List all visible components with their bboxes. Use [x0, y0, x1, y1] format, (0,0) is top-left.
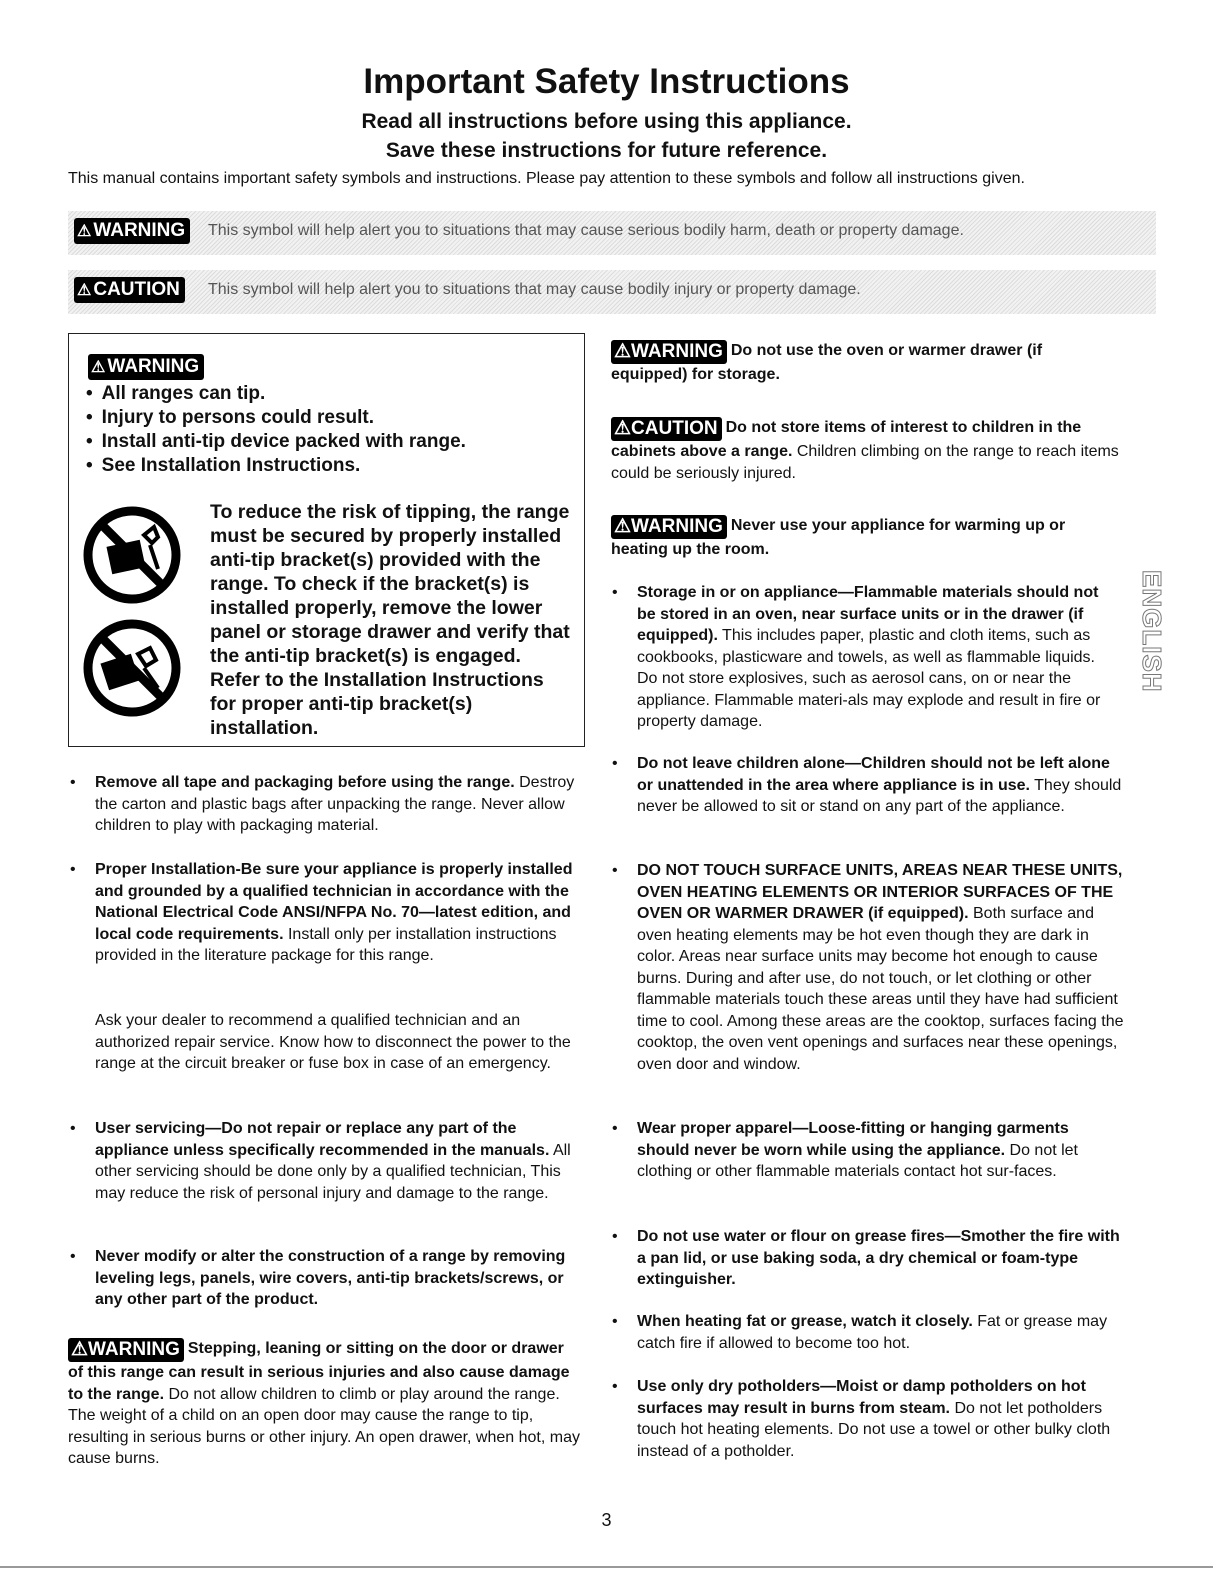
list-item: • Do not leave children alone—Children should not be left alone or unattended in the area where appliance is in use. They should never be allowed to sit or stand on any part of the appliance. — [612, 755, 1122, 815]
list-item: • When heating fat or grease, watch it closely. Fat or grease may catch fire if allowed to become too hot. — [612, 1313, 1108, 1352]
alert-triangle-icon: ⚠ — [614, 341, 632, 362]
cabinet-caution: ⚠CAUTION Do not store items of interest to children in the cabinets above a range. Children climbing on the range to reach items could be seriously injured. — [611, 418, 1119, 482]
anti-tip-instructions: To reduce the risk of tipping, the range must be secured by properly installed anti-tip bracket(s) provided with the range. To check if the bracket(s) is installed properly, remove the lower panel or storage drawer and verify that the anti-tip bracket(s) is engaged. Refer to the Installation Instructions for proper anti-tip bracket(s) installation. — [210, 501, 570, 739]
caution-symbol-text: This symbol will help alert you to situations that may cause bodily injury or property damage. — [208, 281, 861, 298]
list-item: • Do not use water or flour on grease fires—Smother the fire with a pan lid, or use baking soda, a dry chemical or foam-type extinguisher. — [612, 1228, 1120, 1288]
subtitle-save: Save these instructions for future reference. — [385, 139, 828, 162]
list-item: • DO NOT TOUCH SURFACE UNITS, AREAS NEAR THESE UNITS, OVEN HEATING ELEMENTS OR INTERIOR SURFACES OF THE OVEN OR WARMER DRAWER (if equipped). Both surface and oven heating elements may be hot even though they are dark in color. Areas near surface units may become hot enough to cause burns. During and after use, do not touch, or let clothing or other flammable materials touch these areas until they have had sufficient time to cool. Among these areas are the cooktop, surfaces facing the cooktop, the oven vent openings and surfaces near these openings, oven door and window. — [612, 862, 1124, 1073]
subtitle-read: Read all instructions before using this appliance. — [361, 110, 852, 133]
no-climbing-icon — [82, 618, 182, 718]
intro-text: This manual contains important safety symbols and instructions. Please pay attention to these symbols and follow all instructions given. — [68, 170, 1025, 187]
stepping-warning: ⚠WARNING Stepping, leaning or sitting on the door or drawer of this range can result in serious injuries and also cause damage to the range. Do not allow children to climb or play around the range. The weight of a child on an open door may cause the range to tip, resulting in serious burns or other injury. An open drawer, when hot, may cause burns. — [68, 1339, 580, 1467]
list-item: • Injury to persons could result. — [86, 406, 466, 430]
storage-warning: ⚠WARNING Do not use the oven or warmer drawer (if equipped) for storage. — [611, 341, 1043, 383]
alert-triangle-icon: ⚠ — [77, 223, 92, 240]
list-item: • User servicing—Do not repair or replace any part of the appliance unless specifically recommended in the manuals. All other servicing should be done only by a qualified technician, This may reduce the risk of personal injury and damage to the range. — [70, 1120, 571, 1202]
alert-triangle-icon: ⚠ — [614, 418, 632, 439]
anti-tip-bullets — [86, 382, 466, 478]
alert-triangle-icon: ⚠ — [77, 282, 92, 299]
warning-badge: ⚠WARNING — [68, 1338, 184, 1362]
caution-badge: ⚠CAUTION — [611, 417, 722, 441]
heating-warning: ⚠WARNING Never use your appliance for warming up or heating up the room. — [611, 516, 1066, 558]
dealer-paragraph: Ask your dealer to recommend a qualified technician and an authorized repair service. Know how to disconnect the power to the range at the circuit breaker or fuse box in case of an emergency. — [95, 1012, 571, 1072]
list-item: • Install anti-tip device packed with range. — [86, 430, 466, 454]
caution-symbol-band — [68, 270, 1156, 314]
warning-symbol-band — [68, 211, 1156, 255]
list-item: • Proper Installation-Be sure your appliance is properly installed and grounded by a qualified technician in accordance with the National Electrical Code ANSI/NFPA No. 70—latest edition, and local code requirements. Install only per installation instructions provided in the literature package for this range. — [70, 861, 573, 964]
warning-symbol-text: This symbol will help alert you to situations that may cause serious bodily harm, death or property damage. — [208, 222, 964, 239]
caution-badge: ⚠ CAUTION — [74, 277, 185, 303]
warning-badge: ⚠ WARNING — [74, 218, 190, 244]
list-item: • All ranges can tip. — [86, 382, 466, 406]
alert-triangle-icon: ⚠ — [71, 1339, 89, 1360]
list-item: • Use only dry potholders—Moist or damp potholders on hot surfaces may result in burns from steam. Do not let potholders touch hot heating elements. Do not use a towel or other bulky cloth instead of a potholder. — [612, 1378, 1111, 1460]
warning-badge: ⚠WARNING — [611, 515, 727, 539]
list-item: • Storage in or on appliance—Flammable materials should not be stored in an oven, near surface units or in the drawer (if equipped). This includes paper, plastic and cloth items, such as cookbooks, plasticware and towels, as well as flammable liquids. Do not store explosives, such as aerosol cans, on or near the appliance. Flammable materi-als may explode and result in fire or property damage. — [612, 584, 1101, 730]
alert-triangle-icon: ⚠ — [614, 516, 632, 537]
page-number: 3 — [601, 1510, 612, 1530]
list-item: • Wear proper apparel—Loose-fitting or hanging garments should never be worn while using the appliance. Do not let clothing or other flammable materials contact hot sur-faces. — [612, 1120, 1078, 1180]
list-item: • Never modify or alter the construction of a range by removing leveling legs, panels, wire covers, anti-tip brackets/screws, or any other part of the product. — [70, 1248, 566, 1308]
page-title: Important Safety Instructions — [363, 62, 850, 101]
bottom-divider — [0, 1566, 1213, 1568]
language-tab: ENGLISH — [1137, 570, 1167, 693]
no-tipping-icon — [82, 505, 182, 605]
warning-badge: ⚠ WARNING — [88, 354, 204, 380]
alert-triangle-icon: ⚠ — [91, 359, 106, 376]
list-item: • Remove all tape and packaging before using the range. Destroy the carton and plastic bags after unpacking the range. Never allow children to play with packaging material. — [70, 774, 575, 834]
warning-badge: ⚠WARNING — [611, 340, 727, 364]
list-item: • See Installation Instructions. — [86, 454, 466, 478]
